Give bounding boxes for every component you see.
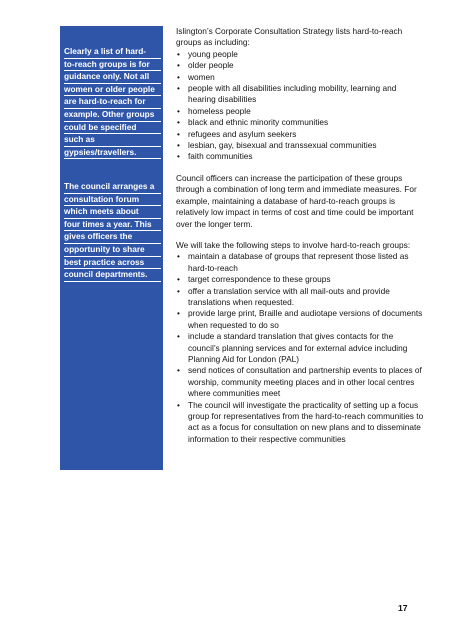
sidebar-note-hard-to-reach <box>64 46 161 159</box>
list-item <box>176 400 424 446</box>
bullet-icon: • <box>177 71 180 82</box>
list-item-text: maintain a database of groups that represent those listed as hard-to-reach <box>188 251 409 273</box>
bullet-icon: • <box>177 151 180 162</box>
list-item <box>176 331 424 365</box>
bullet-icon: • <box>177 331 180 342</box>
steps-intro-paragraph: We will take the following steps to involve hard-to-reach groups: <box>176 239 411 250</box>
list-item-text: refugees and asylum seekers <box>188 128 297 139</box>
list-item <box>176 129 424 140</box>
list-item-text: offer a translation service with all mail-outs and provide translations when requested. <box>188 285 390 307</box>
list-item <box>176 106 424 117</box>
bullet-icon: • <box>177 60 180 71</box>
sidebar-note-line: best practice across <box>64 257 161 270</box>
hard-to-reach-groups-list <box>176 49 424 163</box>
sidebar-note-line: guidance only. Not all <box>64 71 161 84</box>
bullet-icon: • <box>177 274 180 285</box>
list-item <box>176 83 424 106</box>
list-item <box>176 308 424 331</box>
sidebar-note-line: The council arranges a <box>64 181 161 194</box>
list-item-text: include a standard translation that gives contacts for the council’s planning services and for external advice including Planning Aid for London (PAL) <box>188 331 408 364</box>
list-item-text: homeless people <box>188 105 251 116</box>
sidebar-note-line: gives officers the <box>64 231 161 244</box>
list-item-text: women <box>188 71 215 82</box>
bullet-icon: • <box>177 399 180 410</box>
bullet-icon: • <box>177 128 180 139</box>
steps-list <box>176 251 424 445</box>
bullet-icon: • <box>177 48 180 59</box>
list-item-text: provide large print, Braille and audiotape versions of documents when requested to do so <box>188 308 423 330</box>
sidebar-note-line: four times a year. This <box>64 219 161 232</box>
sidebar-note-line: consultation forum <box>64 194 161 207</box>
list-item-text: send notices of consultation and partnership events to places of worship, community meeting places and in other local centres where communities meet <box>188 365 422 399</box>
intro-paragraph: Islington’s Corporate Consultation Strategy lists hard-to-reach groups as including: <box>176 26 403 48</box>
list-item <box>176 117 424 128</box>
list-item-text: target correspondence to these groups <box>188 274 331 285</box>
list-item-text: people with all disabilities including mobility, learning and hearing disabilities <box>188 83 397 105</box>
sidebar-note-line: Clearly a list of hard- <box>64 46 161 59</box>
sidebar-note-line: opportunity to share <box>64 244 161 257</box>
bullet-icon: • <box>177 117 180 128</box>
list-item-text: faith communities <box>188 151 253 162</box>
sidebar-note-line: women or older people <box>64 84 161 97</box>
list-item <box>176 365 424 399</box>
bullet-icon: • <box>177 251 180 262</box>
sidebar-note-consultation-forum <box>64 181 161 282</box>
sidebar-note-line: to-reach groups is for <box>64 59 161 72</box>
list-item-text: black and ethnic minority communities <box>188 117 329 128</box>
sidebar-note-line: such as <box>64 134 161 147</box>
sidebar-note-line: which meets about <box>64 206 161 219</box>
list-item-text: older people <box>188 60 234 71</box>
sidebar-note-line: could be specified <box>64 122 161 135</box>
list-item <box>176 251 424 274</box>
bullet-icon: • <box>177 365 180 376</box>
list-item-text: lesbian, gay, bisexual and transsexual communities <box>188 140 377 151</box>
list-item <box>176 72 424 83</box>
list-item-text: young people <box>188 48 238 59</box>
sidebar-note-line: example. Other groups <box>64 109 161 122</box>
sidebar-note-line: gypsies/travellers. <box>64 147 161 160</box>
page-number: 17 <box>398 603 408 613</box>
list-item-text: The council will investigate the practicality of setting up a focus group for representatives from the hard-to-reach communities to act as a focus for consultation on new plans and to disseminate information to their respective communities <box>188 399 424 444</box>
sidebar-note-line: council departments. <box>64 269 161 282</box>
bullet-icon: • <box>177 105 180 116</box>
main-content <box>176 26 424 445</box>
bullet-icon: • <box>177 140 180 151</box>
list-item <box>176 140 424 151</box>
list-item <box>176 60 424 71</box>
bullet-icon: • <box>177 285 180 296</box>
sidebar-panel <box>60 26 163 470</box>
list-item <box>176 274 424 285</box>
list-item <box>176 49 424 60</box>
list-item <box>176 286 424 309</box>
bullet-icon: • <box>177 308 180 319</box>
measures-paragraph: Council officers can increase the participation of these groups through a combination of long term and immediate measures. For example, maintaining a database of hard-to-reach groups is relatively low impact in terms of cost and time could be important over the longer term. <box>176 172 417 229</box>
bullet-icon: • <box>177 83 180 94</box>
list-item <box>176 151 424 162</box>
sidebar-note-line: are hard-to-reach for <box>64 96 161 109</box>
